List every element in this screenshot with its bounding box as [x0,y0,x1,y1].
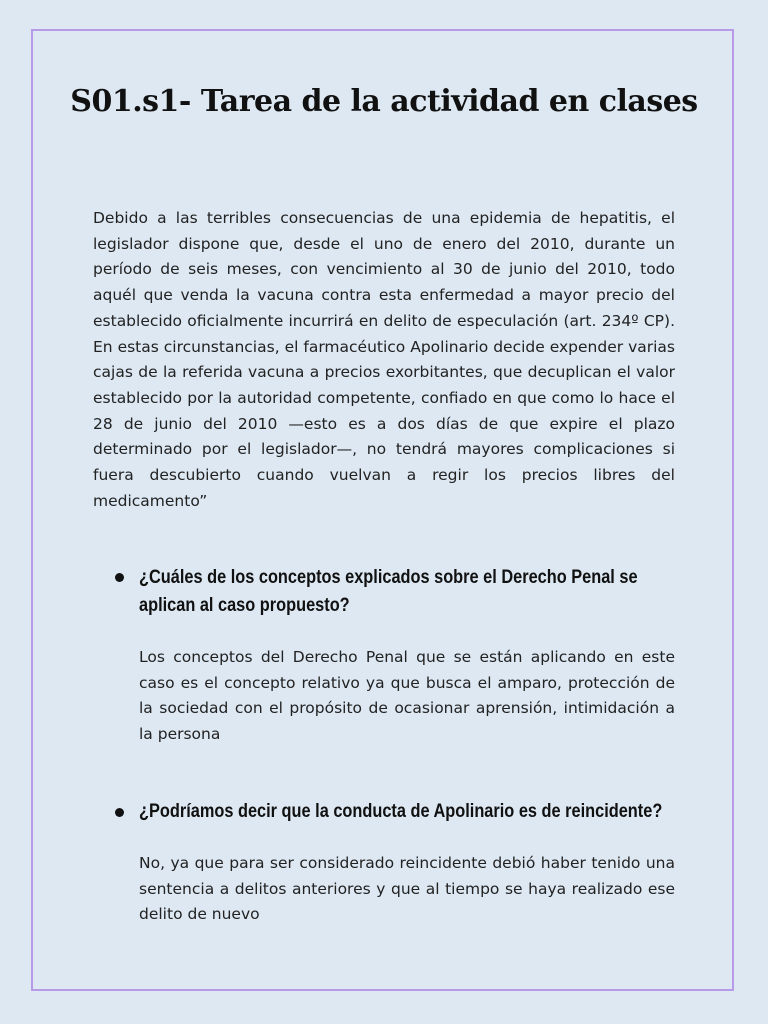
case-statement: Debido a las terribles consecuencias de una epidemia de hepatitis, el legislador dispone que, desde el uno de enero del 2010, durante un período de seis meses, con vencimiento al 30 de junio del 2010, todo aquél que venda la vacuna contra esta enfermedad a mayor precio del establecido oficialmente incurrirá en delito de especulación (art. 234º CP). En estas circunstancias, el farmacéutico Apolinario decide expender varias cajas de la referida vacuna a precios exorbitantes, que decuplican el valor establecido por la autoridad competente, confiado en que como lo hace el 28 de junio del 2010 —esto es a dos días de que expire el plazo determinado por el legislador—, no tendrá mayores complicaciones si fuera descubierto cuando vuelvan a regir los precios libres del medicamento” [93,209,675,510]
bullet-icon [115,573,124,582]
question-1: ¿Cuáles de los conceptos explicados sobre el Derecho Penal se aplican al caso propuesto? [139,567,638,616]
question-2: ¿Podríamos decir que la conducta de Apolinario es de reincidente? [139,801,663,822]
document-title: S01.s1- Tarea de la actividad en clases [70,84,698,119]
answer-2: No, ya que para ser considerado reincidente debió haber tenido una sentencia a delitos anteriores y que al tiempo se haya realizado ese delito de nuevo [139,854,675,924]
answer-1: Los conceptos del Derecho Penal que se están aplicando en este caso es el concepto relativo ya que busca el amparo, protección de la sociedad con el propósito de ocasionar aprensión, intimidación a la persona [139,648,675,744]
bullet-icon [115,808,124,817]
